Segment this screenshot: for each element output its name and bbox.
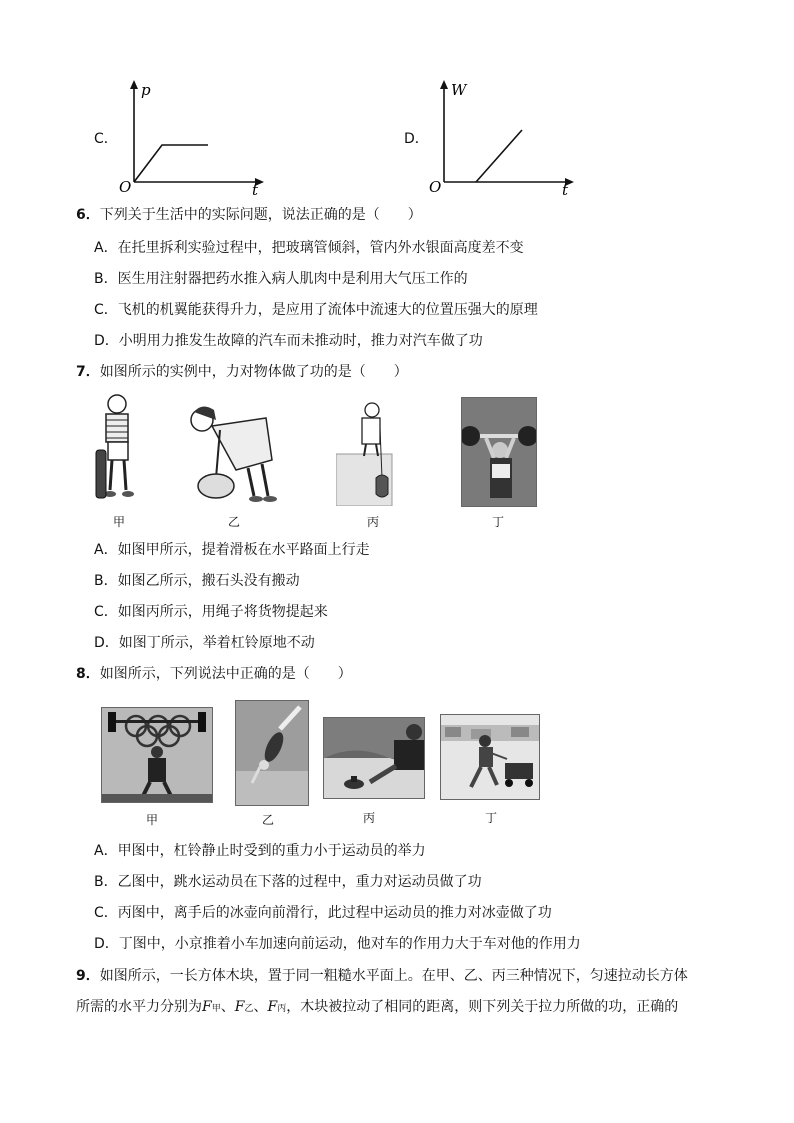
q7-option-d: D．如图丁所示，举着杠铃原地不动	[94, 635, 315, 651]
graph-c-curve	[134, 145, 208, 182]
q8-option-b: B．乙图中，跳水运动员在下落的过程中，重力对运动员做了功	[94, 874, 482, 890]
weightlifter-photo	[462, 398, 536, 506]
q9-force-bing: F	[267, 999, 278, 1015]
q7-option-c: C．如图丙所示，用绳子将货物提起来	[94, 604, 328, 620]
graph-d-origin: O	[429, 178, 442, 196]
q7-caption-jia: 甲	[113, 515, 126, 529]
q8-option-a: A．甲图中，杠铃静止时受到的重力小于运动员的举力	[94, 843, 426, 859]
q6-option-c: C．飞机的机翼能获得升力，是应用了流体中流速大的位置压强大的原理	[94, 302, 538, 318]
graph-d-plot	[400, 78, 580, 198]
q7-caption-yi: 乙	[228, 515, 241, 529]
q9-force-jia-sub: 甲	[211, 1004, 221, 1014]
q9-sep-1: 、	[220, 999, 235, 1015]
q9-line-1	[76, 967, 688, 985]
q9-line-2	[76, 998, 678, 1018]
q7-stem	[76, 363, 408, 381]
q9-number: 9．	[76, 968, 100, 984]
q6-number: 6．	[76, 207, 100, 223]
q6-option-d: D．小明用力推发生故障的汽车而未推动时，推力对汽车做了功	[94, 333, 483, 349]
graph-c-origin: O	[119, 178, 132, 196]
graph-d-x-label: t	[562, 181, 569, 198]
q8-figure-ding	[440, 714, 540, 800]
graph-d-curve	[476, 130, 522, 182]
boy-pushing-cart-photo	[441, 715, 539, 799]
q8-stem	[76, 665, 352, 683]
q8-option-d: D．丁图中，小京推着小车加速向前运动，他对车的作用力大于车对他的作用力	[94, 936, 581, 952]
q7-number: 7．	[76, 364, 100, 380]
q8-figure-bing	[323, 717, 425, 799]
q9-force-bing-sub: 丙	[277, 1004, 287, 1014]
q8-caption-jia: 甲	[146, 813, 159, 827]
olympic-weightlifter-photo	[102, 708, 212, 802]
q8-text: 如图所示，下列说法中正确的是（ ）	[99, 666, 352, 682]
graph-d-letter: D．	[404, 131, 429, 147]
graph-c-plot	[90, 78, 270, 198]
q7-figure-yi	[176, 400, 280, 504]
q7-figure-bing	[336, 398, 396, 506]
q9-text-2a: 所需的水平力分别为	[76, 999, 202, 1015]
q7-caption-ding: 丁	[492, 515, 505, 529]
q8-caption-yi: 乙	[262, 813, 275, 827]
q8-caption-ding: 丁	[485, 811, 498, 825]
diver-photo	[236, 701, 308, 805]
q8-option-c: C．丙图中，离手后的冰壶向前滑行，此过程中运动员的推力对冰壶做了功	[94, 905, 552, 921]
q7-caption-bing: 丙	[367, 515, 380, 529]
boy-with-skateboard-illustration	[92, 392, 140, 504]
graph-c-y-label: p	[141, 81, 151, 99]
graph-c-letter: C．	[94, 131, 118, 147]
q6-option-b: B．医生用注射器把药水推入病人肌肉中是利用大气压工作的	[94, 271, 468, 287]
q9-force-yi: F	[234, 999, 245, 1015]
graph-c	[90, 78, 270, 198]
q9-sep-2: 、	[253, 999, 268, 1015]
q7-option-a: A．如图甲所示，提着滑板在水平路面上行走	[94, 542, 370, 558]
curling-photo	[324, 718, 424, 798]
q8-figure-jia	[101, 707, 213, 803]
q7-figure-jia	[92, 392, 140, 504]
q6-text: 下列关于生活中的实际问题，说法正确的是（ ）	[99, 207, 422, 223]
q8-figure-yi	[235, 700, 309, 806]
q9-force-yi-sub: 乙	[244, 1004, 254, 1014]
graph-d	[400, 78, 580, 198]
q7-option-b: B．如图乙所示，搬石头没有搬动	[94, 573, 300, 589]
q6-stem	[76, 206, 422, 224]
graph-c-x-label: t	[252, 181, 259, 198]
q9-text-1: 如图所示，一长方体木块，置于同一粗糙水平面上。在甲、乙、丙三种情况下，匀速拉动长方体	[99, 968, 688, 984]
q8-caption-bing: 丙	[363, 811, 376, 825]
q9-force-jia: F	[202, 999, 212, 1015]
man-pulling-rope-illustration	[336, 398, 396, 506]
graph-d-y-label: W	[451, 81, 467, 99]
q9-text-2b: ，木块被拉动了相同的距离，则下列关于拉力所做的功，正确的	[286, 999, 679, 1015]
q7-figure-ding	[461, 397, 537, 507]
q8-number: 8．	[76, 666, 100, 682]
girl-lifting-stone-illustration	[176, 400, 280, 504]
q7-text: 如图所示的实例中，力对物体做了功的是（ ）	[99, 364, 408, 380]
q6-option-a: A．在托里拆利实验过程中，把玻璃管倾斜，管内外水银面高度差不变	[94, 240, 524, 256]
